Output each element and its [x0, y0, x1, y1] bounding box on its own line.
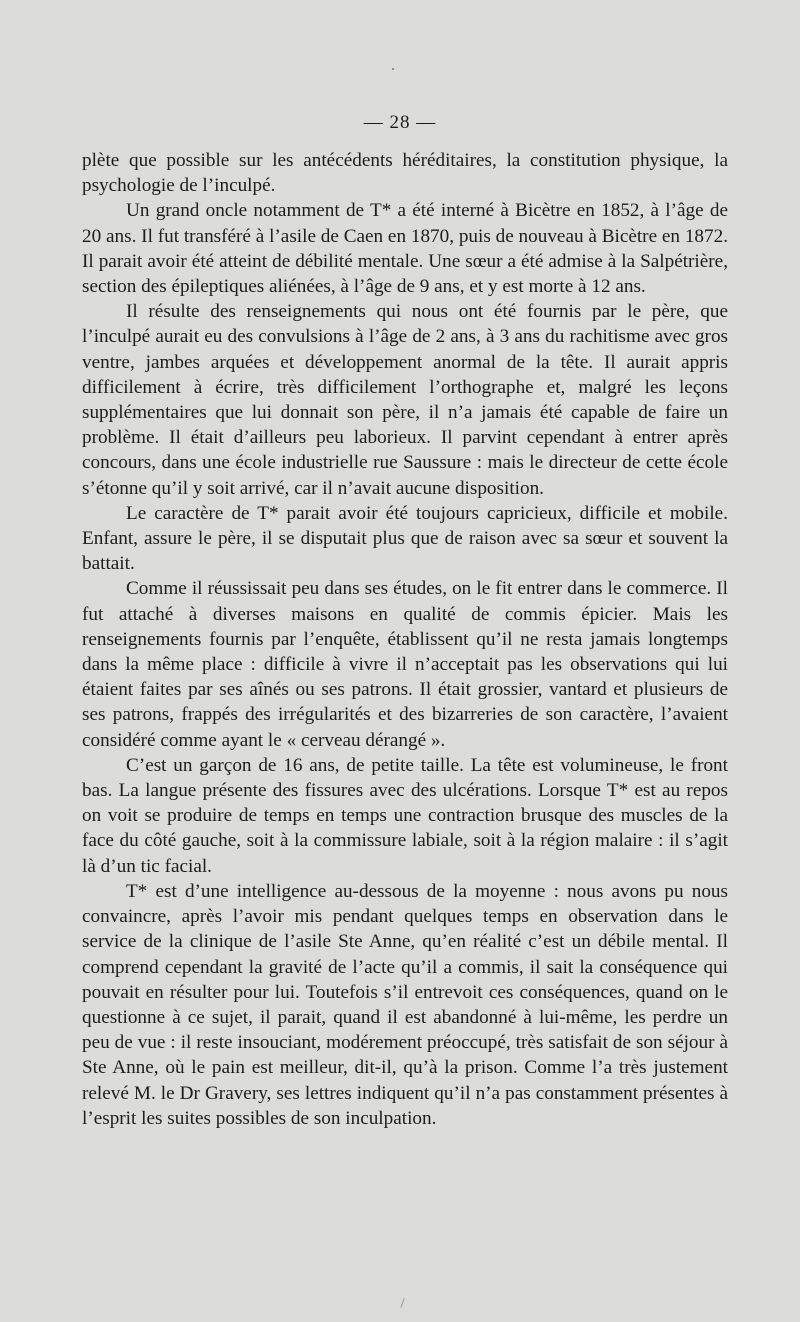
paragraph-character: Le caractère de T* parait avoir été toujours capricieux, difficile et mobile. Enfant, assure le père, il se disputait plus que de raison avec sa sœur et souvent la battait. [82, 502, 728, 575]
scan-mark [400, 1298, 404, 1308]
paragraph-continuation: plète que possible sur les antécédents héréditaires, la constitution physique, la psychologie de l’inculpé. [82, 150, 728, 197]
page-number: — 28 — [363, 112, 437, 133]
body-text [82, 148, 728, 1131]
paragraph-physical-exam: C’est un garçon de 16 ans, de petite taille. La tête est volumineuse, le front bas. La langue présente des fissures avec des ulcérations. Lorsque T* est au repos on voit se produire de temps en temps une contraction brusque des muscles de la face du côté gauche, soit à la commissure labiale, soit à la région malaire : il s’agit là d’un tic facial. [82, 754, 728, 877]
paragraph-family-history: Un grand oncle notamment de T* a été interné à Bicètre en 1852, à l’âge de 20 ans. Il fut transféré à l’asile de Caen en 1870, puis de nouveau à Bicètre en 1872. Il parait avoir été atteint de débilité mentale. Une sœur a été admise à la Salpétrière, section des épileptiques aliénées, à l’âge de 9 ans, et y est morte à 12 ans. [82, 200, 728, 298]
paragraph-employment: Comme il réussissait peu dans ses études, on le fit entrer dans le commerce. Il fut attaché à diverses maisons en qualité de commis épicier. Mais les renseignements fournis par l’enquête, établissent qu’il ne resta jamais longtemps dans la même place : difficile à vivre il n’acceptait pas les observations qui lui étaient faites par ses aînés ou ses patrons. Il était grossier, vantard et plusieurs de ses patrons, frappés des irrégularités et des bizarreries de son caractère, l’avaient considéré comme ayant le « cerveau dérangé ». [82, 578, 728, 751]
paragraph-intelligence: T* est d’une intelligence au-dessous de la moyenne : nous avons pu nous convaincre, après l’avoir mis pendant quelques temps en observation dans le service de la clinique de l’asile Ste Anne, qu’en réalité c’est un débile mental. Il comprend cependant la gravité de l’acte qu’il a commis, il sait la conséquence qui pouvait en résulter pour lui. Toutefois s’il entrevoit ces conséquences, quand on le questionne à ce sujet, il parait, quand il est abandonné à lui-même, les perdre un peu de vue : il reste insouciant, modérement préoccupé, très satisfait de son séjour à Ste Anne, où le pain est meilleur, dit-il, qu’à la prison. Comme l’a très justement relevé M. le Dr Gravery, ses lettres indiquent qu’il n’a pas constamment présentes à l’esprit les suites possibles de son inculpation. [82, 880, 728, 1129]
paragraph-childhood: Il résulte des renseignements qui nous ont été fournis par le père, que l’inculpé aurait eu des convulsions à l’âge de 2 ans, à 3 ans du rachitisme avec gros ventre, jambes arquées et développement anormal de la tête. Il aurait appris difficilement à écrire, très difficilement l’orthographe et, malgré les leçons supplémentaires que lui donnait son père, il n’a jamais été capable de faire un problème. Il était d’ailleurs peu laborieux. Il parvint cependant à entrer après concours, dans une école industrielle rue Saussure : mais le directeur de cette école s’étonne qu’il y soit arrivé, car il n’avait aucune disposition. [82, 301, 728, 499]
scan-speck [392, 68, 394, 70]
